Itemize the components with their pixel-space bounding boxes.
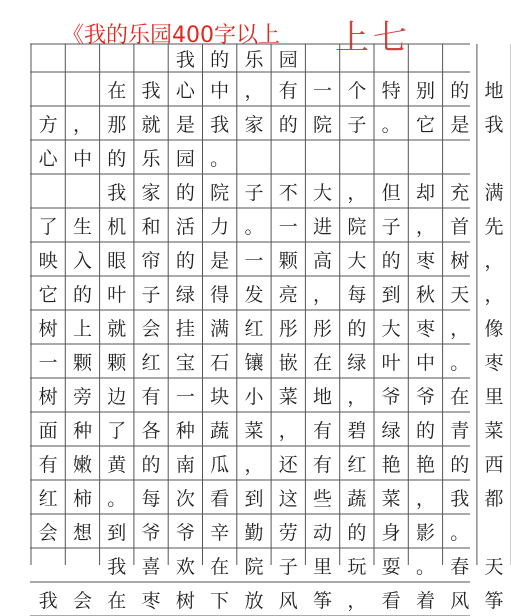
essay-char: 碧	[347, 419, 367, 442]
essay-char: 里	[484, 385, 504, 408]
essay-char: 在	[450, 385, 470, 408]
essay-char: 还	[278, 453, 298, 476]
essay-char: ，	[72, 113, 92, 136]
essay-char: 嫩	[72, 453, 92, 476]
essay-char: 菜	[244, 419, 264, 442]
essay-char: 挂	[175, 317, 195, 340]
essay-char: 红	[244, 317, 264, 340]
essay-char: 院	[347, 215, 367, 238]
essay-char: 着	[415, 589, 435, 612]
essay-char: ，	[347, 589, 367, 612]
essay-char: 它	[38, 283, 58, 306]
essay-char: 筝	[484, 589, 504, 612]
essay-char: 都	[484, 487, 504, 510]
essay-char: ，	[278, 419, 298, 442]
essay-char: 方	[38, 113, 58, 136]
essay-char: 春	[450, 555, 470, 578]
essay-char: 枣	[484, 351, 504, 374]
essay-char: 我	[107, 181, 127, 204]
essay-char: 天	[450, 283, 470, 306]
essay-char: 些	[313, 487, 333, 510]
essay-char: 。	[450, 521, 470, 544]
essay-char: 有	[141, 385, 161, 408]
essay-char: 一	[278, 215, 298, 238]
essay-char: 风	[278, 589, 298, 612]
essay-char: 中	[72, 147, 92, 170]
essay-char: 。	[210, 147, 230, 170]
essay-char: 的	[347, 521, 367, 544]
essay-char: 我	[484, 113, 504, 136]
essay-char: 的	[72, 283, 92, 306]
essay-char: 镶	[244, 351, 264, 374]
essay-char: 南	[175, 453, 195, 476]
essay-char: 辛	[210, 521, 230, 544]
title-char: 的	[210, 48, 230, 71]
title-char: 乐	[244, 48, 264, 71]
essay-title: 《我的乐园400字以上	[62, 23, 280, 48]
essay-char: 但	[381, 181, 401, 204]
essay-char: 红	[141, 351, 161, 374]
essay-char: 喜	[141, 555, 161, 578]
essay-char: 绿	[381, 419, 401, 442]
essay-char: 种	[175, 419, 195, 442]
essay-char: 乐	[141, 147, 161, 170]
essay-char: 艳	[415, 453, 435, 476]
essay-char: 各	[141, 419, 161, 442]
essay-char: 中	[415, 351, 435, 374]
essay-char: 亮	[278, 283, 298, 306]
essay-char: 颗	[278, 249, 298, 272]
essay-char: 是	[450, 113, 470, 136]
essay-char: 爷	[175, 521, 195, 544]
essay-char: 颗	[72, 351, 92, 374]
essay-char: 块	[210, 385, 230, 408]
essay-char: 是	[210, 249, 230, 272]
essay-char: 家	[244, 113, 264, 136]
essay-char: 是	[175, 113, 195, 136]
essay-char: 彤	[313, 317, 333, 340]
essay-char: 的	[450, 453, 470, 476]
essay-char: 边	[107, 385, 127, 408]
essay-char: 艳	[381, 453, 401, 476]
essay-char: 放	[244, 589, 264, 612]
essay-char: 院	[210, 181, 230, 204]
essay-char: 下	[210, 589, 230, 612]
essay-char: 院	[313, 113, 333, 136]
essay-char: 绿	[175, 283, 195, 306]
title-char: 园	[278, 48, 298, 71]
essay-char: 在	[107, 589, 127, 612]
essay-char: 枣	[415, 317, 435, 340]
essay-char: 树	[38, 385, 58, 408]
essay-char: 在	[313, 351, 333, 374]
essay-char: 菜	[484, 419, 504, 442]
essay-char: 。	[244, 215, 264, 238]
essay-char: 先	[484, 215, 504, 238]
essay-char: ，	[313, 283, 333, 306]
essay-char: 有	[313, 419, 333, 442]
essay-char: 子	[381, 215, 401, 238]
essay-char: 身	[381, 521, 401, 544]
essay-char: 发	[244, 283, 264, 306]
essay-char: ，	[347, 385, 367, 408]
essay-char: 了	[107, 419, 127, 442]
essay-char: ，	[244, 453, 264, 476]
essay-char: 彤	[278, 317, 298, 340]
essay-char: 菜	[278, 385, 298, 408]
essay-char: 耍	[381, 555, 401, 578]
essay-char: 首	[450, 215, 470, 238]
essay-char: 看	[210, 487, 230, 510]
essay-char: 我	[450, 487, 470, 510]
essay-char: 一	[38, 351, 58, 374]
essay-char: 。	[107, 487, 127, 510]
handwritten-scribble: 上七	[335, 18, 411, 58]
essay-char: 树	[175, 589, 195, 612]
essay-char: 地	[313, 385, 333, 408]
essay-char: 这	[278, 487, 298, 510]
essay-char: 旁	[72, 385, 92, 408]
essay-char: 会	[72, 589, 92, 612]
essay-char: 种	[72, 419, 92, 442]
essay-char: 却	[415, 181, 435, 204]
essay-char: 的	[141, 453, 161, 476]
essay-char: ，	[347, 181, 367, 204]
essay-char: 家	[141, 181, 161, 204]
essay-char: ，	[244, 79, 264, 102]
essay-char: 瓜	[210, 453, 230, 476]
essay-char: 那	[107, 113, 127, 136]
essay-char: 大	[381, 317, 401, 340]
essay-char: 爷	[415, 385, 435, 408]
essay-char: 园	[175, 147, 195, 170]
essay-char: 每	[141, 487, 161, 510]
essay-char: 勤	[244, 521, 264, 544]
essay-char: 。	[381, 113, 401, 136]
essay-char: 里	[313, 555, 333, 578]
essay-char: 活	[175, 215, 195, 238]
essay-char: 石	[210, 351, 230, 374]
essay-char: ，	[415, 215, 435, 238]
essay-char: 的	[415, 419, 435, 442]
essay-char: ，	[484, 249, 504, 272]
essay-char: 红	[38, 487, 58, 510]
essay-char: 眼	[107, 249, 127, 272]
essay-char: 颗	[107, 351, 127, 374]
essay-char: 天	[484, 555, 504, 578]
essay-char: 爷	[141, 521, 161, 544]
essay-char: 到	[244, 487, 264, 510]
essay-char: 像	[484, 317, 504, 340]
essay-char: 大	[347, 249, 367, 272]
essay-char: 红	[347, 453, 367, 476]
essay-char: 一	[175, 385, 195, 408]
essay-char: 想	[72, 521, 92, 544]
essay-char: 机	[107, 215, 127, 238]
essay-char: ，	[484, 283, 504, 306]
essay-char: 中	[210, 79, 230, 102]
essay-char: 的	[107, 147, 127, 170]
essay-char: 一	[313, 79, 333, 102]
essay-char: 枣	[415, 249, 435, 272]
essay-char: 会	[38, 521, 58, 544]
essay-char: 我	[141, 79, 161, 102]
essay-char: ，	[415, 487, 435, 510]
essay-char: 充	[450, 181, 470, 204]
essay-char: 的	[278, 113, 298, 136]
essay-char: 会	[141, 317, 161, 340]
essay-char: 的	[175, 249, 195, 272]
essay-char: 看	[381, 589, 401, 612]
essay-char: 我	[107, 555, 127, 578]
essay-char: 不	[278, 181, 298, 204]
essay-char: 就	[141, 113, 161, 136]
essay-char: 每	[347, 283, 367, 306]
essay-char: 进	[313, 215, 333, 238]
essay-char: 的	[347, 317, 367, 340]
essay-char: 蔬	[210, 419, 230, 442]
essay-char: 得	[210, 283, 230, 306]
essay-char: 劳	[278, 521, 298, 544]
essay-char: 欢	[175, 555, 195, 578]
essay-char: 树	[450, 249, 470, 272]
essay-char: 秋	[415, 283, 435, 306]
essay-char: 有	[313, 453, 333, 476]
essay-char: 我	[38, 589, 58, 612]
essay-char: 宝	[175, 351, 195, 374]
essay-char: 满	[484, 181, 504, 204]
essay-char: 别	[415, 79, 435, 102]
essay-char: 黄	[107, 453, 127, 476]
essay-char: 有	[38, 453, 58, 476]
essay-char: 特	[381, 79, 401, 102]
essay-char: 到	[381, 283, 401, 306]
essay-char: 绿	[347, 351, 367, 374]
essay-char: 青	[450, 419, 470, 442]
essay-char: 影	[415, 521, 435, 544]
essay-char: 就	[107, 317, 127, 340]
essay-char: 心	[175, 79, 195, 102]
essay-char: 帘	[141, 249, 161, 272]
essay-char: 爷	[381, 385, 401, 408]
essay-char: 次	[175, 487, 195, 510]
essay-char: 的	[175, 181, 195, 204]
essay-char: 子	[141, 283, 161, 306]
essay-char: 。	[450, 351, 470, 374]
essay-char: 小	[244, 385, 264, 408]
essay-char: 。	[415, 555, 435, 578]
essay-char: 嵌	[278, 351, 298, 374]
essay-char: 叶	[107, 283, 127, 306]
essay-char: 动	[313, 521, 333, 544]
essay-char: 到	[107, 521, 127, 544]
essay-char: 子	[244, 181, 264, 204]
essay-char: 我	[210, 113, 230, 136]
essay-char: 高	[313, 249, 333, 272]
essay-char: 力	[210, 215, 230, 238]
essay-char: ，	[450, 317, 470, 340]
essay-char: 面	[38, 419, 58, 442]
essay-char: 树	[38, 317, 58, 340]
essay-char: 满	[210, 317, 230, 340]
essay-char: 心	[38, 147, 58, 170]
essay-char: 生	[72, 215, 92, 238]
essay-char: 有	[278, 79, 298, 102]
essay-char: 一	[244, 249, 264, 272]
essay-char: 的	[450, 79, 470, 102]
title-char: 我	[175, 48, 195, 71]
essay-char: 了	[38, 215, 58, 238]
essay-char: 个	[347, 79, 367, 102]
essay-char: 子	[278, 555, 298, 578]
essay-char: 柿	[72, 487, 92, 510]
essay-char: 叶	[381, 351, 401, 374]
essay-char: 筝	[313, 589, 333, 612]
essay-char: 它	[415, 113, 435, 136]
essay-char: 玩	[347, 555, 367, 578]
essay-char: 风	[450, 589, 470, 612]
essay-char: 在	[107, 79, 127, 102]
essay-char: 地	[484, 79, 504, 102]
essay-char: 大	[313, 181, 333, 204]
essay-char: 上	[72, 317, 92, 340]
essay-char: 蔬	[347, 487, 367, 510]
essay-char: 菜	[381, 487, 401, 510]
essay-char: 的	[381, 249, 401, 272]
essay-char: 在	[210, 555, 230, 578]
essay-char: 映	[38, 249, 58, 272]
essay-char: 入	[72, 249, 92, 272]
essay-char: 子	[347, 113, 367, 136]
essay-char: 枣	[141, 589, 161, 612]
essay-char: 西	[484, 453, 504, 476]
essay-char: 院	[244, 555, 264, 578]
essay-char: 和	[141, 215, 161, 238]
